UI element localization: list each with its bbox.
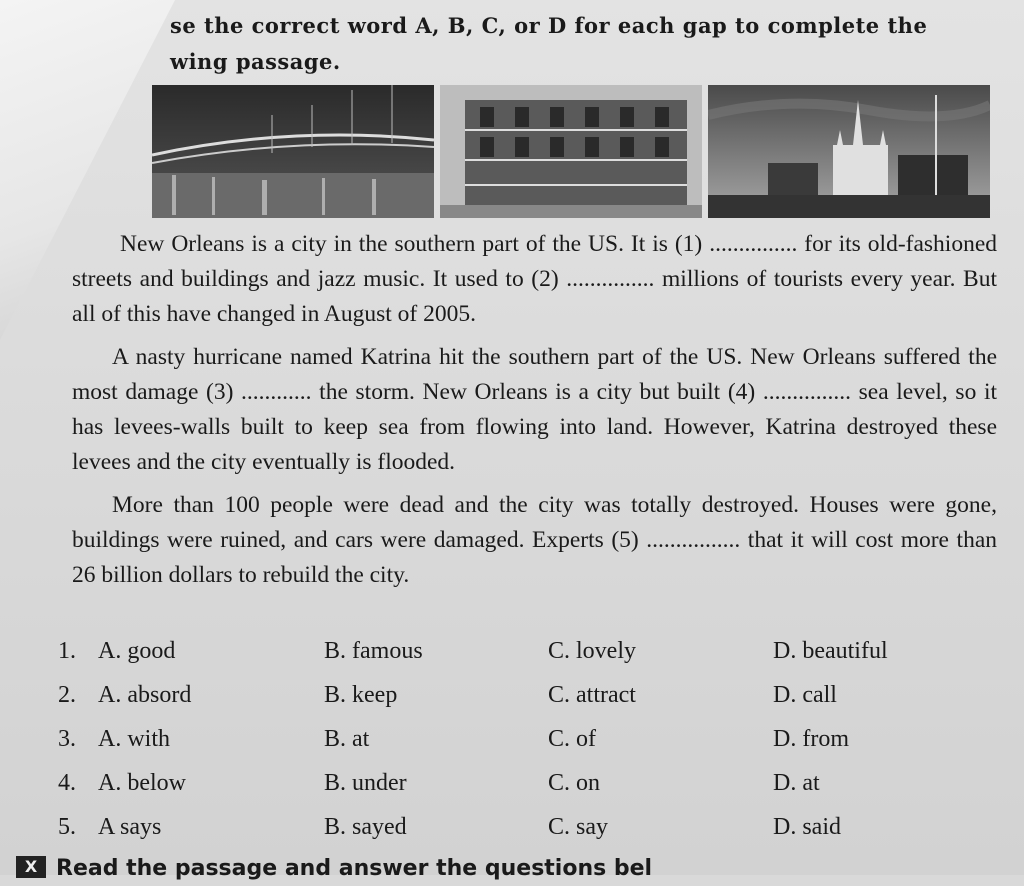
question-row: [58, 726, 998, 770]
question-number: 5.: [58, 814, 76, 840]
option-d: D. beautiful: [773, 638, 888, 664]
option-b: B. at: [324, 726, 370, 752]
question-row: [58, 638, 998, 682]
exercise-instruction: [170, 8, 1000, 80]
option-b: B. under: [324, 770, 407, 796]
option-d: D. at: [773, 770, 820, 796]
photo-strip: [152, 85, 990, 218]
question-row: [58, 814, 998, 858]
section-tag: X: [16, 856, 46, 878]
option-d: D. said: [773, 814, 841, 840]
question-number: 1.: [58, 638, 76, 664]
passage-paragraph-2: A nasty hurricane named Katrina hit the southern part of the US. New Orleans suffered the most damage (3) ............ the storm. New Orleans is a city but built (4) ............... sea level, so it has levees-walls built to keep sea from flowing into land. However, Katrina destroyed these levees and the city eventually is flooded.: [72, 344, 997, 475]
passage-paragraph-1: New Orleans is a city in the southern part of the US. It is (1) ............... for its old-fashioned streets and buildings and jazz music. It used to (2) ............... millions of tourists every year. But all of this have changed in August of 2005.: [72, 231, 997, 327]
option-d: D. from: [773, 726, 849, 752]
option-c: C. say: [548, 814, 608, 840]
option-c: C. lovely: [548, 638, 636, 664]
option-b: B. famous: [324, 638, 423, 664]
answer-options: [58, 638, 998, 858]
cathedral-skyline-photo: [708, 85, 990, 218]
option-d: D. call: [773, 682, 837, 708]
question-row: [58, 682, 998, 726]
question-row: [58, 770, 998, 814]
option-a: A. good: [98, 638, 176, 664]
option-a: A. with: [98, 726, 170, 752]
reading-passage: [72, 227, 997, 601]
bridge-night-photo: [152, 85, 434, 218]
instruction-line-2: wing passage.: [170, 49, 341, 74]
passage-paragraph-3: More than 100 people were dead and the city was totally destroyed. Houses were gone, buildings were ruined, and cars were damaged. Experts (5) ................ that it will cost more than 26 billion dollars to rebuild the city.: [72, 492, 997, 588]
next-exercise-heading: [16, 856, 716, 886]
next-exercise-text: Read the passage and answer the questions bel: [56, 856, 653, 881]
option-c: C. of: [548, 726, 596, 752]
option-a: A. absord: [98, 682, 192, 708]
option-a: A. below: [98, 770, 186, 796]
option-b: B. keep: [324, 682, 398, 708]
balcony-building-photo: [440, 85, 702, 218]
question-number: 4.: [58, 770, 76, 796]
question-number: 2.: [58, 682, 76, 708]
option-c: C. on: [548, 770, 601, 796]
option-a: A says: [98, 814, 162, 840]
question-number: 3.: [58, 726, 76, 752]
option-b: B. sayed: [324, 814, 407, 840]
instruction-line-1: se the correct word A, B, C, or D for each gap to complete the: [170, 13, 928, 38]
option-c: C. attract: [548, 682, 636, 708]
